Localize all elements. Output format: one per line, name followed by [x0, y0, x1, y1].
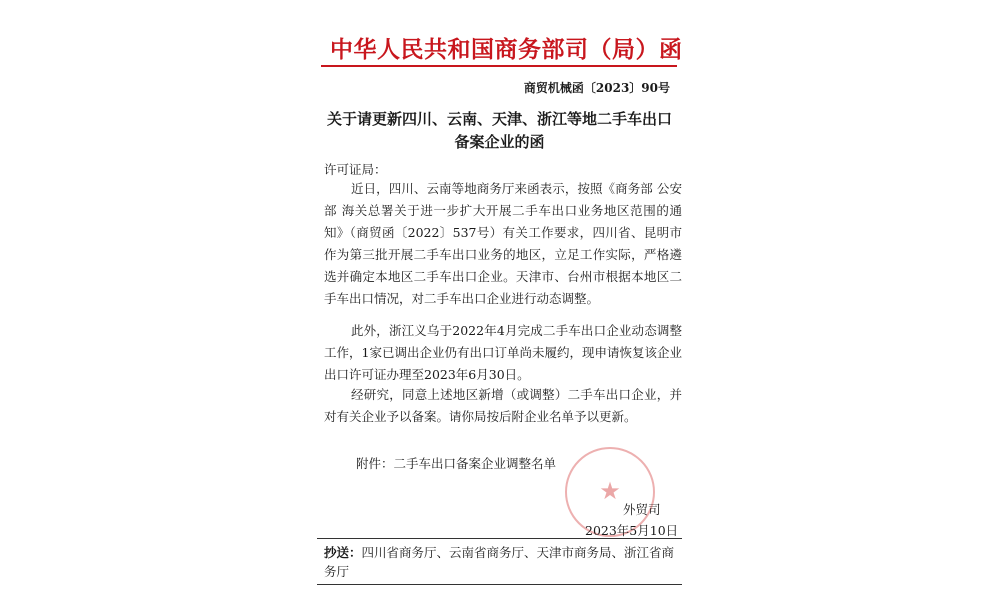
cc-block — [324, 543, 682, 581]
document-title-line2: 备案企业的函 — [454, 133, 545, 151]
document-page — [305, 0, 690, 593]
document-title-line1: 关于请更新四川、云南、天津、浙江等地二手车出口 — [326, 110, 672, 128]
cc-top-rule — [317, 538, 682, 539]
body-paragraph-2: 此外，浙江义乌于2022年4月完成二手车出口企业动态调整工作，1家已调出企业仍有出口订单尚未履约，现申请恢复该企业出口许可证办理至2023年6月30日。 — [324, 323, 682, 382]
signature-date: 2023年5月10日 — [585, 523, 679, 538]
letterhead-title: 中华人民共和国商务部司（局）函 — [330, 36, 683, 63]
cc-label: 抄送： — [324, 545, 362, 560]
signature-org: 外贸司 — [623, 502, 661, 517]
letterhead-red-rule — [321, 65, 677, 67]
document-number: 商贸机械函〔2023〕90号 — [523, 81, 670, 95]
body-paragraph-1: 近日，四川、云南等地商务厅来函表示，按照《商务部 公安部 海关总署关于进一步扩大开展二手车出口业务地区范围的通知》（商贸函〔2022〕537号）有关工作要求，四川省、昆明市作为第三批开展二手车出口业务的地区，立足工作实际，严格遴选并确定本地区二手车出口企业。天津市、台州市根据本地区二手车出口情况，对二手车出口企业进行动态调整。 — [324, 181, 682, 306]
salutation: 许可证局： — [324, 162, 387, 177]
seal-star-icon: ★ — [599, 477, 621, 505]
body-paragraph-3: 经研究，同意上述地区新增（或调整）二手车出口企业，并对有关企业予以备案。请你局按后附企业名单予以更新。 — [324, 387, 682, 424]
attachment-line: 附件：二手车出口备案企业调整名单 — [356, 456, 557, 471]
cc-bottom-rule — [317, 584, 682, 585]
cc-text: 四川省商务厅、云南省商务厅、天津市商务局、浙江省商务厅 — [324, 545, 675, 579]
